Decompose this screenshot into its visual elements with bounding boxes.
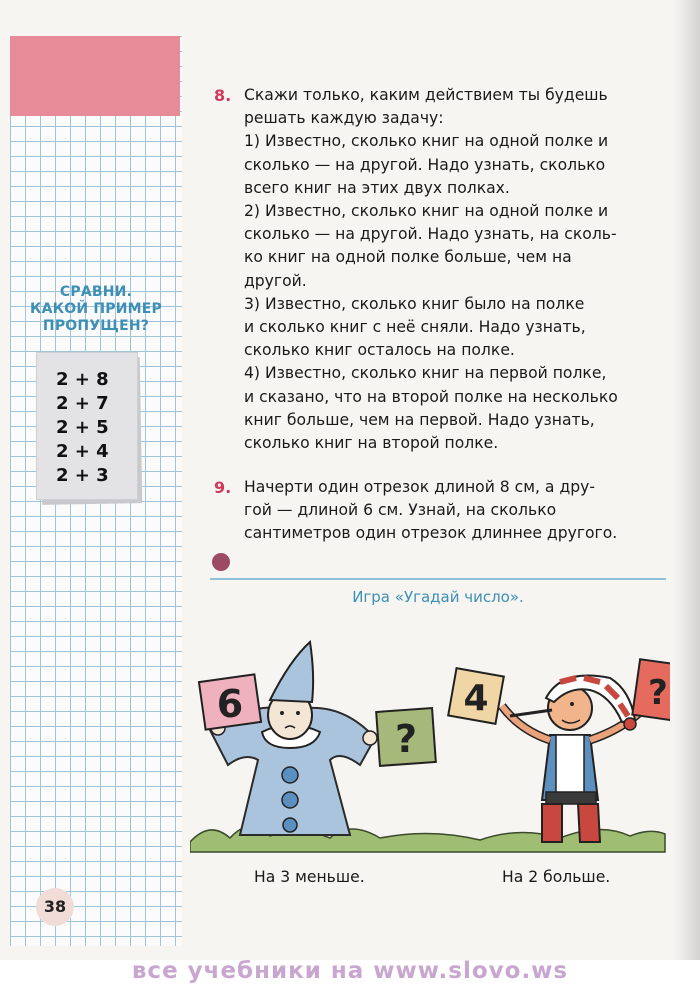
task-line: 2) Известно, сколько книг на одной полке и <box>244 202 609 221</box>
task-number: 8. <box>214 86 232 105</box>
pierrot-figure <box>210 642 377 835</box>
task-line: книг больше, чем на первой. Надо узнать, <box>244 410 595 429</box>
task-line: Начерти один отрезок длиной 8 см, а дру- <box>244 478 595 496</box>
task-line: и сколько книг с неё сняли. Надо узнать, <box>244 318 586 337</box>
example-item: 2 + 7 <box>56 393 109 414</box>
caption-right: На 2 больше. <box>502 868 611 886</box>
pink-corner-block <box>10 36 180 116</box>
sidebar-title-line: ПРОПУЩЕН? <box>42 318 150 334</box>
pinocchio-figure <box>502 676 640 843</box>
sidebar-title <box>10 284 182 335</box>
task-line: 3) Известно, сколько книг было на полке <box>244 294 585 313</box>
task-line-text: Скажи только, каким действием ты будешь <box>244 86 608 104</box>
page-number: 38 <box>36 888 74 926</box>
card-question-label: ? <box>648 673 668 713</box>
example-item: 2 + 8 <box>56 369 109 390</box>
example-item: 2 + 3 <box>56 465 109 486</box>
task-line: всего книг на этих двух полках. <box>244 178 510 197</box>
task-line: сколько книг осталось на полке. <box>244 341 515 360</box>
task-8 <box>214 84 672 455</box>
task-line: 1) Известно, сколько книг на одной полке и <box>244 132 609 151</box>
card-six <box>199 674 261 729</box>
card-six-label: 6 <box>216 682 244 726</box>
card-question-left <box>376 708 436 766</box>
section-divider <box>210 578 666 580</box>
task-line: сколько — на другой. Надо узнать, сколько <box>244 155 606 174</box>
card-four <box>448 668 504 724</box>
task-line <box>244 84 672 107</box>
task-line: и сказано, что на второй полке на несколько <box>244 387 618 406</box>
game-illustration <box>190 620 670 855</box>
card-question-right <box>632 659 670 721</box>
task-line: сколько книг на второй полке. <box>244 434 499 453</box>
task-line: сколько — на другой. Надо узнать, на сколь- <box>244 225 617 244</box>
task-line: 4) Известно, сколько книг на первой полке, <box>244 364 607 383</box>
example-item: 2 + 4 <box>56 441 109 462</box>
page-spine-shadow <box>674 0 700 960</box>
caption-left: На 3 меньше. <box>254 868 365 886</box>
task-line: гой — длиной 6 см. Узнай, на сколько <box>244 501 557 520</box>
task-line: сантиметров один отрезок длиннее другого. <box>244 524 618 543</box>
task-9-body <box>244 476 672 546</box>
card-four-label: 4 <box>463 678 489 719</box>
task-line: решать каждую задачу: <box>244 109 444 128</box>
task-line: ко книг на одной полке больше, чем на <box>244 248 572 267</box>
example-item: 2 + 5 <box>56 417 109 438</box>
examples-list <box>56 368 126 488</box>
sidebar-title-line: КАКОЙ ПРИМЕР <box>29 301 163 317</box>
task-number: 9. <box>214 478 232 497</box>
task-line: другой. <box>244 271 307 290</box>
sidebar-title-line: СРАВНИ. <box>59 284 133 300</box>
section-bullet <box>212 553 230 571</box>
game-title: Игра «Угадай число». <box>352 588 524 606</box>
watermark-footer: все учебники на www.slovo.ws <box>131 958 569 984</box>
task-9 <box>214 476 672 546</box>
task-8-body <box>244 84 672 455</box>
card-question-label: ? <box>394 717 418 761</box>
